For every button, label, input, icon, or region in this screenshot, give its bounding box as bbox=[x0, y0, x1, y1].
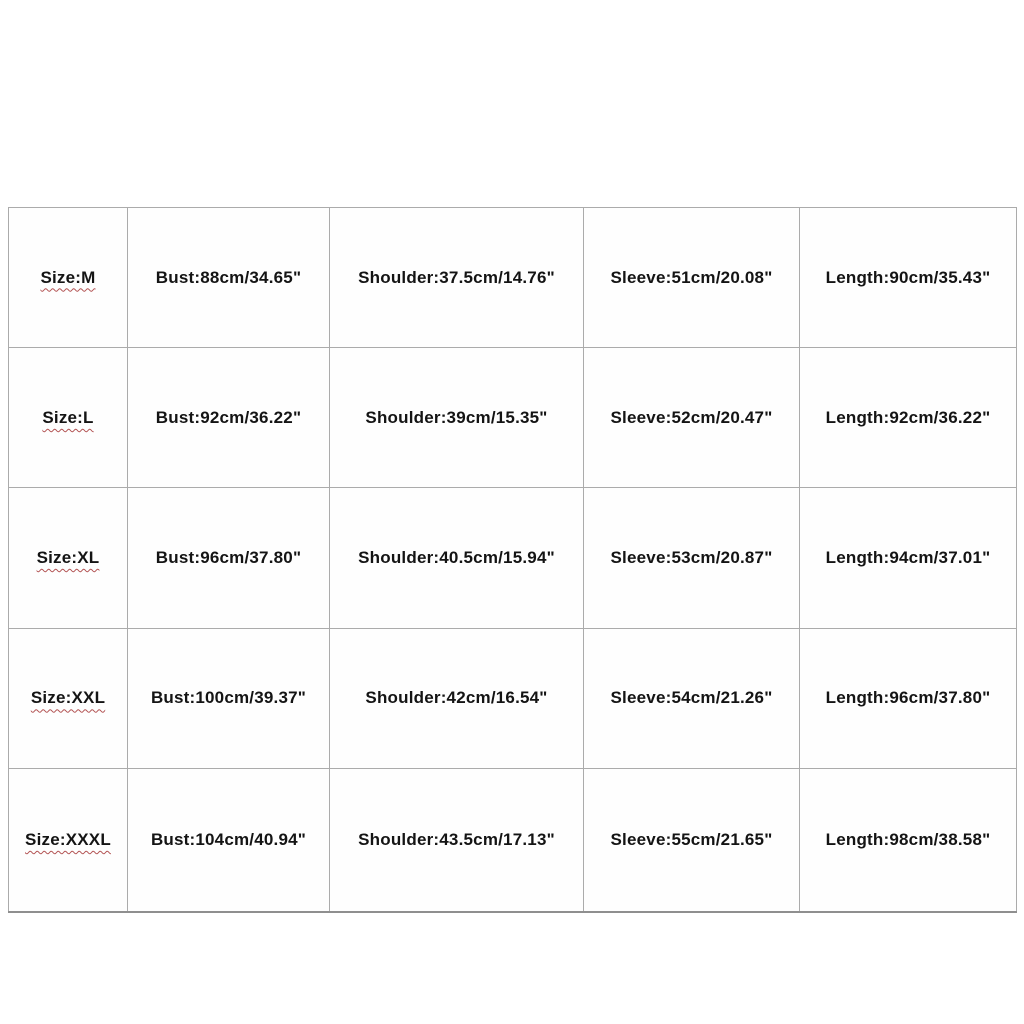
shoulder-value: Shoulder:40.5cm/15.94" bbox=[358, 548, 555, 568]
length-cell bbox=[800, 208, 1017, 348]
sleeve-cell bbox=[584, 488, 800, 628]
bust-cell bbox=[128, 488, 330, 628]
bust-cell bbox=[128, 208, 330, 348]
length-cell bbox=[800, 488, 1017, 628]
shoulder-cell bbox=[330, 628, 584, 768]
shoulder-value: Shoulder:39cm/15.35" bbox=[365, 407, 548, 427]
shoulder-value: Shoulder:43.5cm/17.13" bbox=[358, 829, 555, 849]
sleeve-value: Sleeve:54cm/21.26" bbox=[610, 688, 773, 708]
sleeve-cell bbox=[584, 768, 800, 912]
table-row bbox=[9, 628, 1017, 768]
sleeve-value: Sleeve:55cm/21.65" bbox=[610, 829, 773, 849]
length-value: Length:96cm/37.80" bbox=[825, 688, 991, 708]
sleeve-cell bbox=[584, 208, 800, 348]
size-label: Size:XXXL bbox=[25, 829, 111, 849]
shoulder-cell bbox=[330, 768, 584, 912]
size-label: Size:XL bbox=[36, 548, 100, 568]
size-cell bbox=[9, 348, 128, 488]
sleeve-value: Sleeve:53cm/20.87" bbox=[610, 548, 773, 568]
table-row bbox=[9, 488, 1017, 628]
length-value: Length:98cm/38.58" bbox=[825, 829, 991, 849]
table-row bbox=[9, 768, 1017, 912]
shoulder-cell bbox=[330, 208, 584, 348]
bust-value: Bust:100cm/39.37" bbox=[150, 688, 307, 708]
shoulder-cell bbox=[330, 488, 584, 628]
bust-cell bbox=[128, 628, 330, 768]
length-value: Length:94cm/37.01" bbox=[825, 548, 991, 568]
bust-value: Bust:92cm/36.22" bbox=[155, 407, 302, 427]
shoulder-cell bbox=[330, 348, 584, 488]
sleeve-cell bbox=[584, 628, 800, 768]
sleeve-value: Sleeve:52cm/20.47" bbox=[610, 407, 773, 427]
length-value: Length:92cm/36.22" bbox=[825, 407, 991, 427]
shoulder-value: Shoulder:37.5cm/14.76" bbox=[358, 267, 555, 287]
size-cell bbox=[9, 488, 128, 628]
size-cell bbox=[9, 628, 128, 768]
table-row bbox=[9, 208, 1017, 348]
table-row bbox=[9, 348, 1017, 488]
size-chart-table bbox=[8, 207, 1017, 913]
sleeve-value: Sleeve:51cm/20.08" bbox=[610, 267, 773, 287]
bust-value: Bust:96cm/37.80" bbox=[155, 548, 302, 568]
length-cell bbox=[800, 768, 1017, 912]
length-value: Length:90cm/35.43" bbox=[825, 267, 991, 287]
bust-value: Bust:104cm/40.94" bbox=[150, 829, 307, 849]
size-label: Size:XXL bbox=[30, 688, 106, 708]
length-cell bbox=[800, 628, 1017, 768]
bust-value: Bust:88cm/34.65" bbox=[155, 267, 302, 287]
bust-cell bbox=[128, 768, 330, 912]
sleeve-cell bbox=[584, 348, 800, 488]
size-cell bbox=[9, 208, 128, 348]
shoulder-value: Shoulder:42cm/16.54" bbox=[365, 688, 548, 708]
bust-cell bbox=[128, 348, 330, 488]
size-label: Size:M bbox=[40, 267, 96, 287]
size-label: Size:L bbox=[42, 407, 94, 427]
size-cell bbox=[9, 768, 128, 912]
length-cell bbox=[800, 348, 1017, 488]
